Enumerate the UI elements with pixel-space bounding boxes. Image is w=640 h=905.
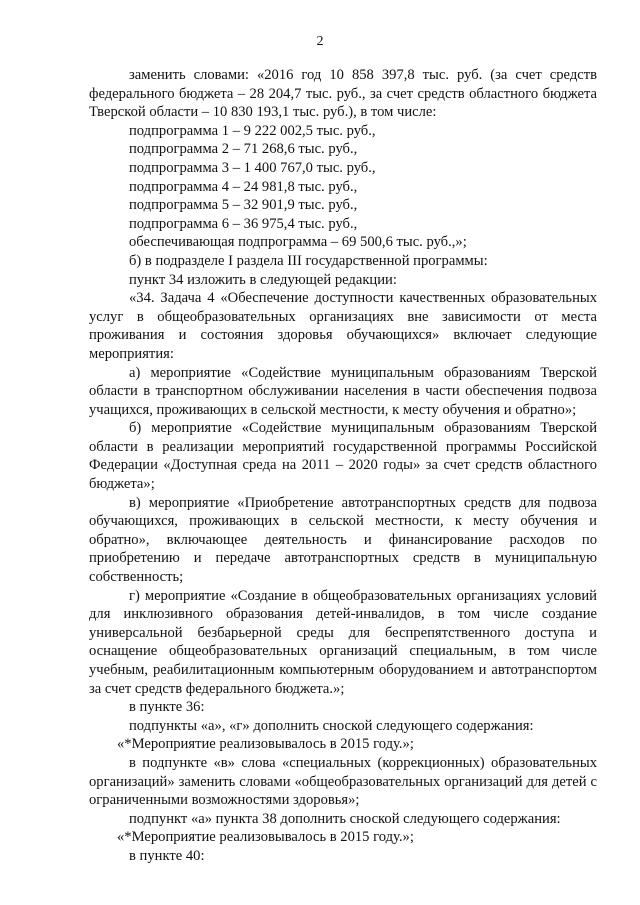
paragraph: «*Мероприятие реализовывалось в 2015 году.»;: [117, 736, 414, 753]
paragraph: подпрограмма 3 – 1 400 767,0 тыс. руб.,: [129, 159, 376, 176]
paragraph: в) мероприятие «Приобретение автотранспортных средств для подвоза обучающихся, проживающих в сельской местности, к месту обучения и обратно», включающее деятельность и финансирование расходов по приобретению и передаче автотранспортных средств в муниципальную собственность;: [89, 494, 597, 586]
paragraph: в пункте 40:: [129, 847, 205, 864]
paragraph: подпункт «а» пункта 38 дополнить сноской следующего содержания:: [129, 810, 561, 827]
paragraph: подпункты «а», «г» дополнить сноской следующего содержания:: [129, 717, 534, 734]
paragraph: подпрограмма 4 – 24 981,8 тыс. руб.,: [129, 178, 358, 195]
page-number: 2: [316, 34, 324, 49]
paragraph: заменить словами: «2016 год 10 858 397,8 тыс. руб. (за счет средств федерального бюджета – 28 204,7 тыс. руб., за счет средств областного бюджета Тверской области – 10 830 193,1 тыс. руб.), в том числе:: [89, 67, 597, 121]
paragraph: г) мероприятие «Создание в общеобразовательных организациях условий для инклюзивного образования детей-инвалидов, в том числе создание универсальной безбарьерной среды для беспрепятственного доступа и оснащение общеобразовательных организаций специальным, в том числе учебным, реабилитационным компьютерным оборудованием и автотранспортом за счет средств федерального бюджета.»;: [89, 587, 597, 697]
paragraph: в пункте 36:: [129, 699, 205, 716]
paragraph: подпрограмма 6 – 36 975,4 тыс. руб.,: [129, 215, 358, 232]
paragraph: подпрограмма 5 – 32 901,9 тыс. руб.,: [129, 197, 358, 214]
document-body: [89, 66, 597, 866]
paragraph: в подпункте «в» слова «специальных (коррекционных) образовательных организаций» заменить словами «общеобразовательных организаций для детей с ограниченными возможностями здоровья»;: [89, 754, 597, 809]
paragraph: подпрограмма 1 – 9 222 002,5 тыс. руб.,: [129, 122, 376, 139]
paragraph: «*Мероприятие реализовывалось в 2015 году.»;: [117, 829, 414, 846]
paragraph: а) мероприятие «Содействие муниципальным образованиям Тверской области в транспортном обслуживании населения в части обеспечения подвоза учащихся, проживающих в сельской местности, к месту обучения и обратно»;: [89, 364, 597, 418]
paragraph: «34. Задача 4 «Обеспечение доступности качественных образовательных услуг в общеобразовательных организациях вне зависимости от места проживания и состояния здоровья обучающихся» включает следующие мероприятия:: [89, 290, 597, 362]
paragraph: б) мероприятие «Содействие муниципальным образованиям Тверской области в реализации мероприятий государственной программы Российской Федерации «Доступная среда на 2011 – 2020 годы» за счет средств областного бюджета»;: [89, 420, 597, 493]
paragraph: б) в подразделе I раздела III государственной программы:: [129, 252, 488, 269]
paragraph: пункт 34 изложить в следующей редакции:: [129, 271, 397, 288]
paragraph: обеспечивающая подпрограмма – 69 500,6 тыс. руб.,»;: [129, 234, 467, 251]
paragraph: подпрограмма 2 – 71 268,6 тыс. руб.,: [129, 141, 358, 158]
